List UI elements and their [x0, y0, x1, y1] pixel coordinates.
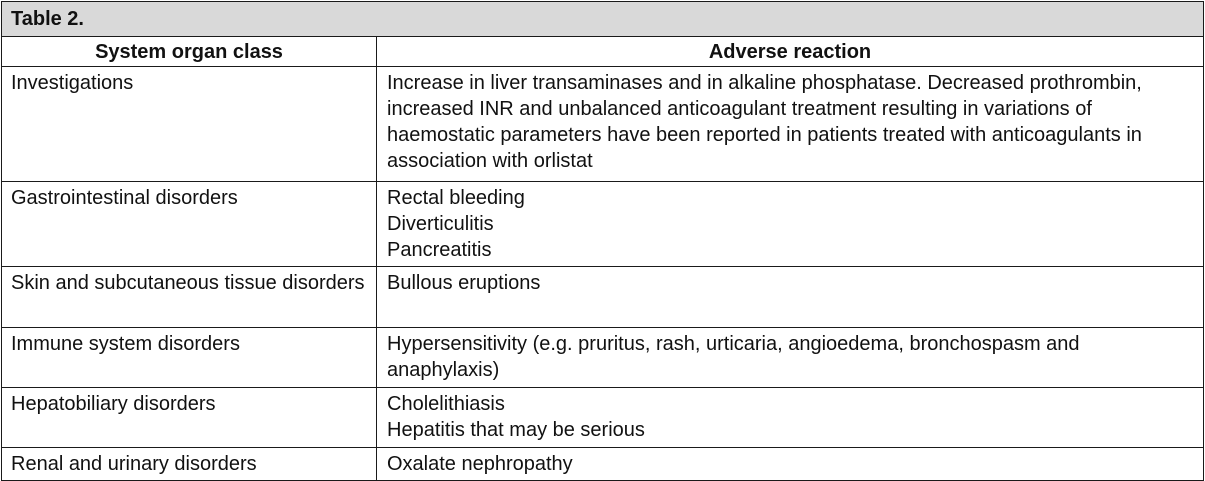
table-caption: Table 2. — [2, 2, 1204, 37]
reaction-item: Hypersensitivity (e.g. pruritus, rash, urticaria, angioedema, bronchospasm and anaphylaxis) — [387, 333, 1080, 381]
organ-class-cell: Gastrointestinal disorders — [2, 182, 377, 267]
adverse-reactions-table-container — [1, 1, 1203, 477]
reaction-item: Cholelithiasis — [387, 393, 505, 415]
reaction-item: Diverticulitis — [387, 213, 494, 235]
reaction-cell — [377, 328, 1204, 388]
organ-class-cell: Hepatobiliary disorders — [2, 388, 377, 448]
reaction-item: Rectal bleeding — [387, 187, 525, 209]
header-system-organ-class: System organ class — [2, 37, 377, 67]
organ-class-cell: Skin and subcutaneous tissue disorders — [2, 267, 377, 328]
reaction-cell — [377, 67, 1204, 182]
reaction-item: Oxalate nephropathy — [387, 453, 573, 475]
reaction-cell — [377, 182, 1204, 267]
reaction-item: Hepatitis that may be serious — [387, 419, 645, 441]
reaction-cell — [377, 267, 1204, 328]
header-adverse-reaction: Adverse reaction — [377, 37, 1204, 67]
reaction-item: Pancreatitis — [387, 239, 492, 261]
header-row — [2, 37, 1204, 67]
adverse-reactions-table — [1, 1, 1204, 481]
reaction-item: Bullous eruptions — [387, 272, 541, 294]
reaction-cell — [377, 388, 1204, 448]
table-row — [2, 328, 1204, 388]
organ-class-cell: Immune system disorders — [2, 328, 377, 388]
reaction-cell — [377, 448, 1204, 481]
table-row — [2, 448, 1204, 481]
table-row — [2, 67, 1204, 182]
organ-class-cell: Investigations — [2, 67, 377, 182]
table-row — [2, 388, 1204, 448]
table-row — [2, 267, 1204, 328]
reaction-item: Increase in liver transaminases and in alkaline phosphatase. Decreased prothrombin, increased INR and unbalanced anticoagulant treatment resulting in variations of haemostatic parameters have been reported in patients treated with anticoagulants in association with orlistat — [387, 72, 1142, 172]
caption-row — [2, 2, 1204, 37]
organ-class-cell: Renal and urinary disorders — [2, 448, 377, 481]
table-row — [2, 182, 1204, 267]
